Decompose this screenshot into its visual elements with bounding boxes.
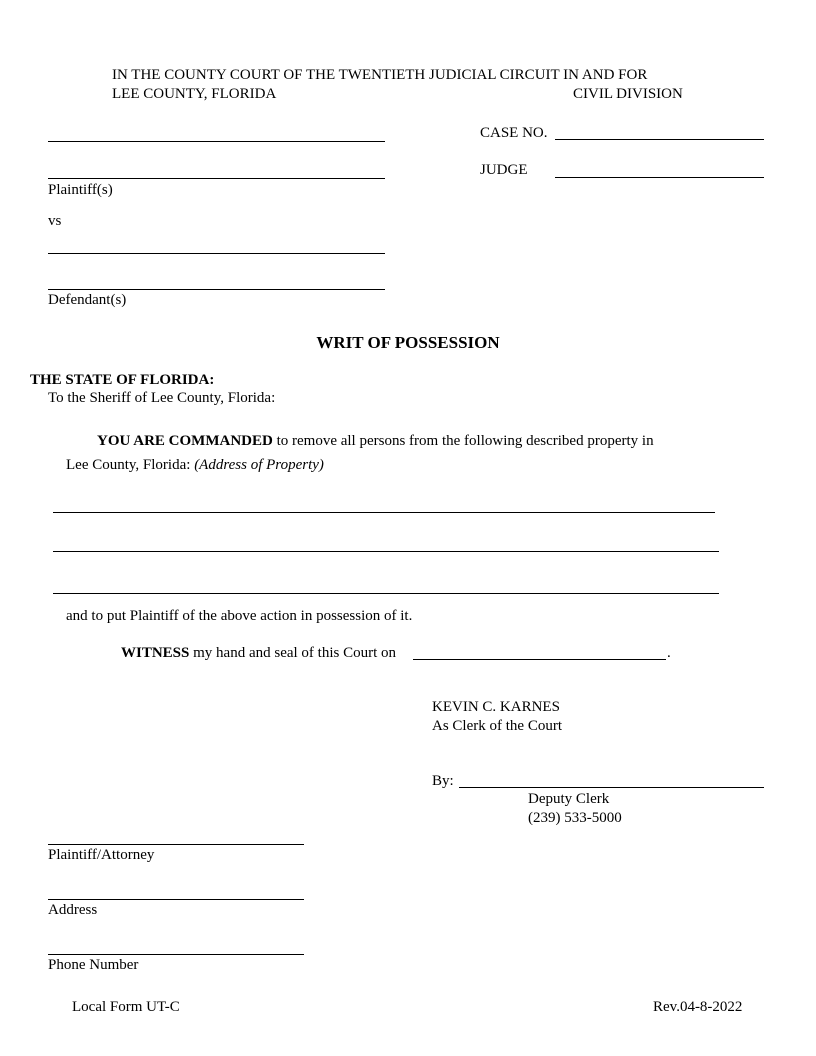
plaintiff-line-2[interactable] [48, 178, 385, 179]
commanded-paragraph [97, 434, 654, 449]
deputy-clerk-label: Deputy Clerk [528, 791, 610, 807]
address-line-3[interactable] [53, 593, 719, 594]
judge-field[interactable] [555, 177, 764, 178]
attorney-phone-label: Phone Number [48, 957, 139, 973]
clerk-title: As Clerk of the Court [432, 718, 562, 734]
court-heading: IN THE COUNTY COURT OF THE TWENTIETH JUDICIAL CIRCUIT IN AND FOR [112, 67, 648, 83]
witness-paragraph [121, 646, 396, 661]
deputy-signature-field[interactable] [459, 787, 764, 788]
witness-date-field[interactable] [413, 659, 666, 660]
plaintiff-label: Plaintiff(s) [48, 182, 113, 198]
address-line-2[interactable] [53, 551, 719, 552]
defendant-line-1[interactable] [48, 253, 385, 254]
plaintiff-line-1[interactable] [48, 141, 385, 142]
page-title: WRIT OF POSSESSION [316, 333, 500, 352]
addressee-text: To the Sheriff of Lee County, Florida: [48, 390, 276, 406]
attorney-phone-field[interactable] [48, 954, 304, 955]
case-no-field[interactable] [555, 139, 764, 140]
division-heading: CIVIL DIVISION [573, 86, 683, 102]
case-no-label: CASE NO. [480, 125, 548, 141]
by-label: By: [432, 773, 454, 789]
commanded-rest: to remove all persons from the following described property in [276, 433, 654, 449]
attorney-address-label: Address [48, 902, 98, 918]
witness-rest: my hand and seal of this Court on [193, 645, 397, 661]
revision-date: Rev.04-8-2022 [653, 999, 743, 1015]
vs-label: vs [48, 213, 62, 229]
commanded-bold: YOU ARE COMMANDED [97, 433, 273, 449]
county-heading: LEE COUNTY, FLORIDA [112, 86, 277, 102]
witness-bold: WITNESS [121, 645, 190, 661]
attorney-address-field[interactable] [48, 899, 304, 900]
witness-period: . [667, 645, 671, 661]
address-hint: (Address of Property) [194, 457, 324, 473]
judge-label: JUDGE [480, 162, 528, 178]
clerk-phone: (239) 533-5000 [528, 810, 622, 826]
defendant-label: Defendant(s) [48, 292, 127, 308]
possession-text: and to put Plaintiff of the above action in possession of it. [66, 608, 413, 624]
attorney-name-label: Plaintiff/Attorney [48, 847, 155, 863]
form-number: Local Form UT-C [72, 999, 180, 1015]
county-line [66, 458, 324, 473]
clerk-name: KEVIN C. KARNES [432, 699, 560, 715]
county-line-text: Lee County, Florida: [66, 457, 191, 473]
state-heading: THE STATE OF FLORIDA: [30, 372, 215, 388]
address-line-1[interactable] [53, 512, 715, 513]
defendant-line-2[interactable] [48, 289, 385, 290]
attorney-name-field[interactable] [48, 844, 304, 845]
